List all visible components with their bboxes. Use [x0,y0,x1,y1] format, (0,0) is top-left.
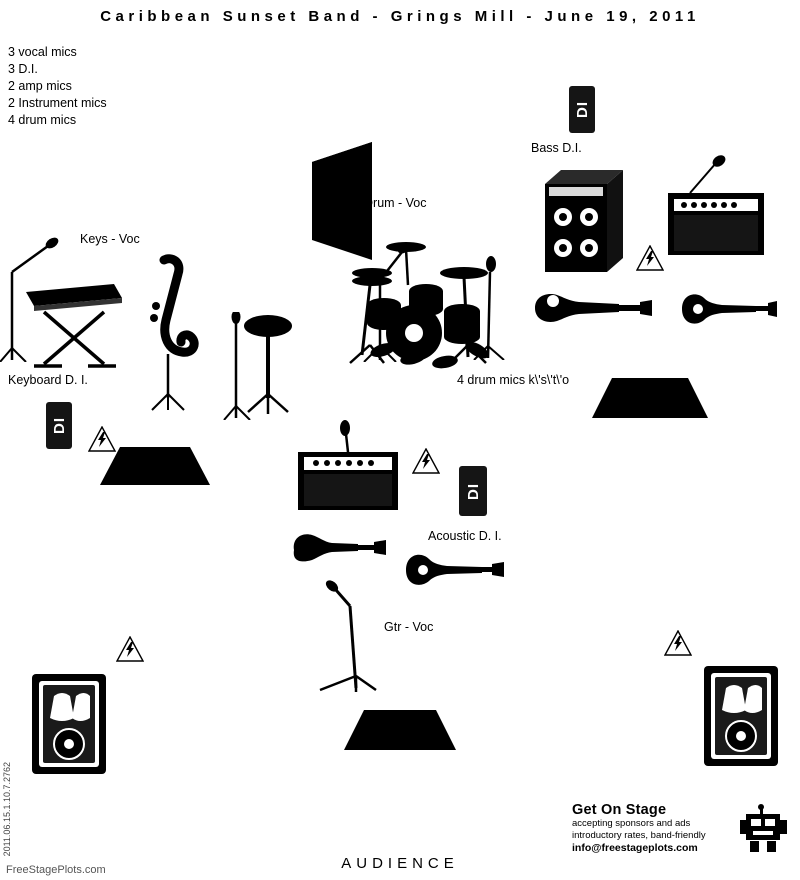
saxophone [132,254,202,412]
pa-speaker-left [30,672,108,776]
drum-mics-note: 4 drum mics k\'s\'t\'o [457,373,570,387]
footer-url[interactable]: FreeStagePlots.com [6,864,106,876]
legend-item: 2 Instrument mics [8,96,107,110]
acoustic-di-box[interactable] [459,466,487,516]
keyboard-di-caption: Keyboard D. I. [8,373,88,387]
keyboard [18,272,126,370]
bass-di-caption: Bass D.I. [531,141,582,155]
legend-item: 2 amp mics [8,79,72,93]
stage-monitor [344,710,456,755]
robot-icon [740,804,788,854]
stage-monitor [592,378,708,423]
acoustic-guitar-right [672,288,777,330]
acoustic-guitar-center [396,546,504,590]
legend-item: 4 drum mics [8,113,77,127]
power-icon [636,245,664,271]
bass-cabinet [545,170,623,272]
electric-guitar [286,528,386,568]
page-title: Caribbean Sunset Band - Grings Mill - June 19, 2011 [100,8,700,25]
legend-list [8,44,107,129]
legend-item: 3 vocal mics [8,45,77,59]
bass-di-box[interactable] [569,86,595,133]
power-icon [412,448,440,474]
stool [222,312,298,420]
sponsor-line-2: introductory rates, band-friendly [572,830,706,841]
keyboard-di-box[interactable] [46,402,72,449]
sponsor-block[interactable] [572,802,792,862]
drum-mic-3 [430,352,460,372]
drum-mic-1 [368,340,398,360]
drum-mic-4 [462,340,492,360]
stage-monitor [100,447,210,490]
bass-guitar [527,288,652,330]
plot-code: 2011.06.15.1.10.7.2762 [2,761,12,856]
pa-speaker-right [702,664,780,768]
bass-di-label: DI [573,101,591,118]
sponsor-email[interactable]: info@freestageplots.com [572,842,698,854]
drum-mic-2 [398,348,428,368]
acoustic-di-label: DI [464,482,482,500]
amp-mic-right [686,155,728,197]
acoustic-di-caption: Acoustic D. I. [428,529,502,543]
audience-label: AUDIENCE [341,855,459,872]
power-icon [664,630,692,656]
sponsor-title: Get On Stage [572,802,667,818]
drum-voc-label: Drum - Voc [364,196,427,210]
power-icon [116,636,144,662]
guitar-amp-center [296,450,400,512]
keyboard-di-label: DI [50,417,68,434]
legend-item: 3 D.I. [8,62,38,76]
gtr-voc-label: Gtr - Voc [384,620,434,634]
vocal-mic-stand-center [314,580,380,692]
keys-voc-label: Keys - Voc [80,232,140,246]
sponsor-line-1: accepting sponsors and ads [572,818,691,829]
